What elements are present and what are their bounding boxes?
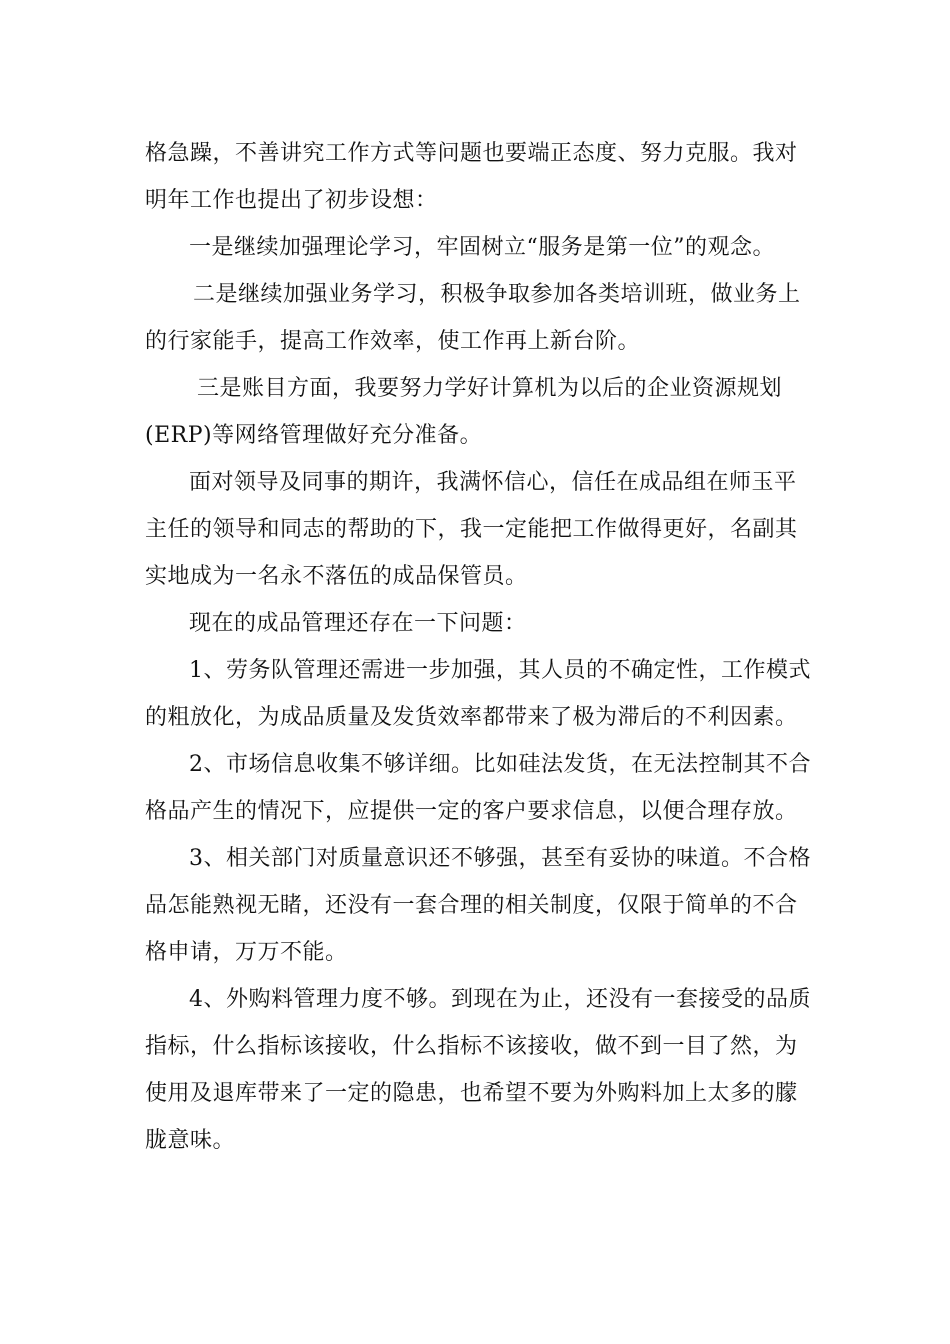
paragraph-problems-heading — [145, 600, 810, 647]
text-line: 指标，什么指标该接收，什么指标不该接收，做不到一目了然，为 — [145, 1034, 798, 1059]
text-line: 现在的成品管理还存在一下问题： — [189, 611, 527, 636]
text-line: 面对领导及同事的期许，我满怀信心，信任在成品组在师玉平 — [189, 470, 797, 495]
text-line: 格品产生的情况下，应提供一定的客户要求信息，以便合理存放。 — [145, 799, 798, 824]
text-line: 1、劳务队管理还需进一步加强，其人员的不确定性，工作模式 — [189, 658, 811, 683]
document-body — [145, 130, 810, 1164]
paragraph-plan-2 — [145, 271, 810, 365]
paragraph-problem-1 — [145, 647, 810, 741]
text-line: 的行家能手，提高工作效率，使工作再上新台阶。 — [145, 329, 641, 354]
paragraph-outlook — [145, 459, 810, 600]
paragraph-continuation — [145, 130, 810, 224]
paragraph-plan-1 — [145, 224, 810, 271]
text-line: (ERP)等网络管理做好充分准备。 — [145, 423, 483, 448]
text-line: 4、外购料管理力度不够。到现在为止，还没有一套接受的品质 — [189, 987, 811, 1012]
text-line: 主任的领导和同志的帮助的下，我一定能把工作做得更好，名副其 — [145, 517, 798, 542]
paragraph-problem-3 — [145, 835, 810, 976]
text-line: 二是继续加强业务学习，积极争取参加各类培训班，做业务上 — [193, 282, 801, 307]
paragraph-problem-4 — [145, 976, 810, 1164]
text-line: 明年工作也提出了初步设想： — [145, 188, 438, 213]
text-line: 的粗放化，为成品质量及发货效率都带来了极为滞后的不利因素。 — [145, 705, 798, 730]
text-line: 三是账目方面，我要努力学好计算机为以后的企业资源规划 — [197, 376, 783, 401]
text-line: 使用及退库带来了一定的隐患，也希望不要为外购料加上太多的朦 — [145, 1081, 798, 1106]
text-line: 实地成为一名永不落伍的成品保管员。 — [145, 564, 528, 589]
text-line: 2、市场信息收集不够详细。比如硅法发货，在无法控制其不合 — [189, 752, 811, 777]
text-line: 3、相关部门对质量意识还不够强，甚至有妥协的味道。不合格 — [189, 846, 811, 871]
text-line: 格申请，万万不能。 — [145, 940, 348, 965]
text-line: 一是继续加强理论学习，牢固树立“服务是第一位”的观念。 — [189, 235, 775, 260]
paragraph-plan-3 — [145, 365, 810, 459]
paragraph-problem-2 — [145, 741, 810, 835]
text-line: 胧意味。 — [145, 1128, 236, 1153]
text-line: 格急躁，不善讲究工作方式等问题也要端正态度、努力克服。我对 — [145, 141, 798, 166]
text-line: 品怎能熟视无睹，还没有一套合理的相关制度，仅限于简单的不合 — [145, 893, 798, 918]
